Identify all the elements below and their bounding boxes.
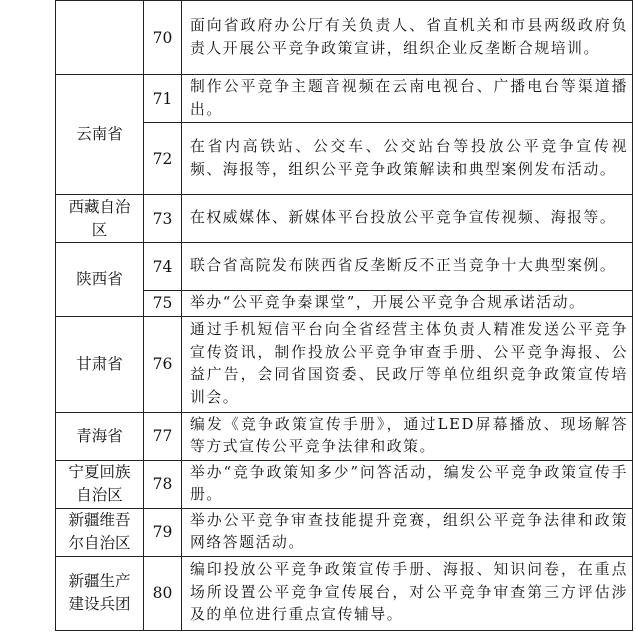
table-row <box>56 1 633 75</box>
region-cell: 西藏自治区 <box>56 195 144 243</box>
measure-text: 通过手机短信平台向全省经营主体负责人精准发送公平竞争宣传资讯，制作投放公平竞争审查手册、公平竞争海报、公益广告，会同省国资委、民政厅等单位组织竞争政策宣传培训会。 <box>182 316 633 412</box>
region-cell <box>56 1 144 75</box>
item-number: 71 <box>144 75 182 123</box>
item-number: 74 <box>144 243 182 291</box>
item-number: 76 <box>144 316 182 412</box>
table-row <box>56 75 633 123</box>
region-cell: 青海省 <box>56 412 144 460</box>
item-number: 80 <box>144 556 182 630</box>
item-number: 73 <box>144 195 182 243</box>
item-number: 78 <box>144 460 182 508</box>
measure-text: 面向省政府办公厅有关负责人、省直机关和市县两级政府负责人开展公平竞争政策宣讲，组织企业反垄断合规培训。 <box>182 1 633 75</box>
region-cell: 宁夏回族自治区 <box>56 460 144 508</box>
measure-text: 编发《竞争政策宣传手册》，通过LED屏幕播放、现场解答等方式宣传公平竞争法律和政策。 <box>182 412 633 460</box>
measure-text: 联合省高院发布陕西省反垄断反不正当竞争十大典型案例。 <box>182 243 633 291</box>
measure-text: 举办“公平竞争秦课堂”，开展公平竞争合规承诺活动。 <box>182 291 633 317</box>
item-number: 75 <box>144 291 182 317</box>
table-row <box>56 556 633 630</box>
region-cell: 云南省 <box>56 75 144 195</box>
table-row <box>56 316 633 412</box>
measure-text: 举办公平竞争审查技能提升竞赛，组织公平竞争法律和政策网络答题活动。 <box>182 508 633 556</box>
table-row <box>56 243 633 291</box>
measure-text: 编印投放公平竞争政策宣传手册、海报、知识问卷，在重点场所设置公平竞争宣传展台，对公平竞争审查第三方评估涉及的单位进行重点宣传辅导。 <box>182 556 633 630</box>
measures-table <box>55 0 633 631</box>
table-row <box>56 195 633 243</box>
table-row <box>56 412 633 460</box>
measure-text: 举办“竞争政策知多少”问答活动，编发公平竞争政策宣传手册。 <box>182 460 633 508</box>
item-number: 77 <box>144 412 182 460</box>
measure-text: 制作公平竞争主题音视频在云南电视台、广播电台等渠道播出。 <box>182 75 633 123</box>
region-cell: 新疆生产建设兵团 <box>56 556 144 630</box>
region-cell: 新疆维吾尔自治区 <box>56 508 144 556</box>
table-row <box>56 508 633 556</box>
table-row <box>56 460 633 508</box>
measure-text: 在省内高铁站、公交车、公交站台等投放公平竞争宣传视频、海报等，组织公平竞争政策解读和典型案例发布活动。 <box>182 123 633 195</box>
region-cell: 甘肃省 <box>56 316 144 412</box>
measure-text: 在权威媒体、新媒体平台投放公平竞争宣传视频、海报等。 <box>182 195 633 243</box>
item-number: 70 <box>144 1 182 75</box>
region-cell: 陕西省 <box>56 243 144 317</box>
item-number: 72 <box>144 123 182 195</box>
item-number: 79 <box>144 508 182 556</box>
